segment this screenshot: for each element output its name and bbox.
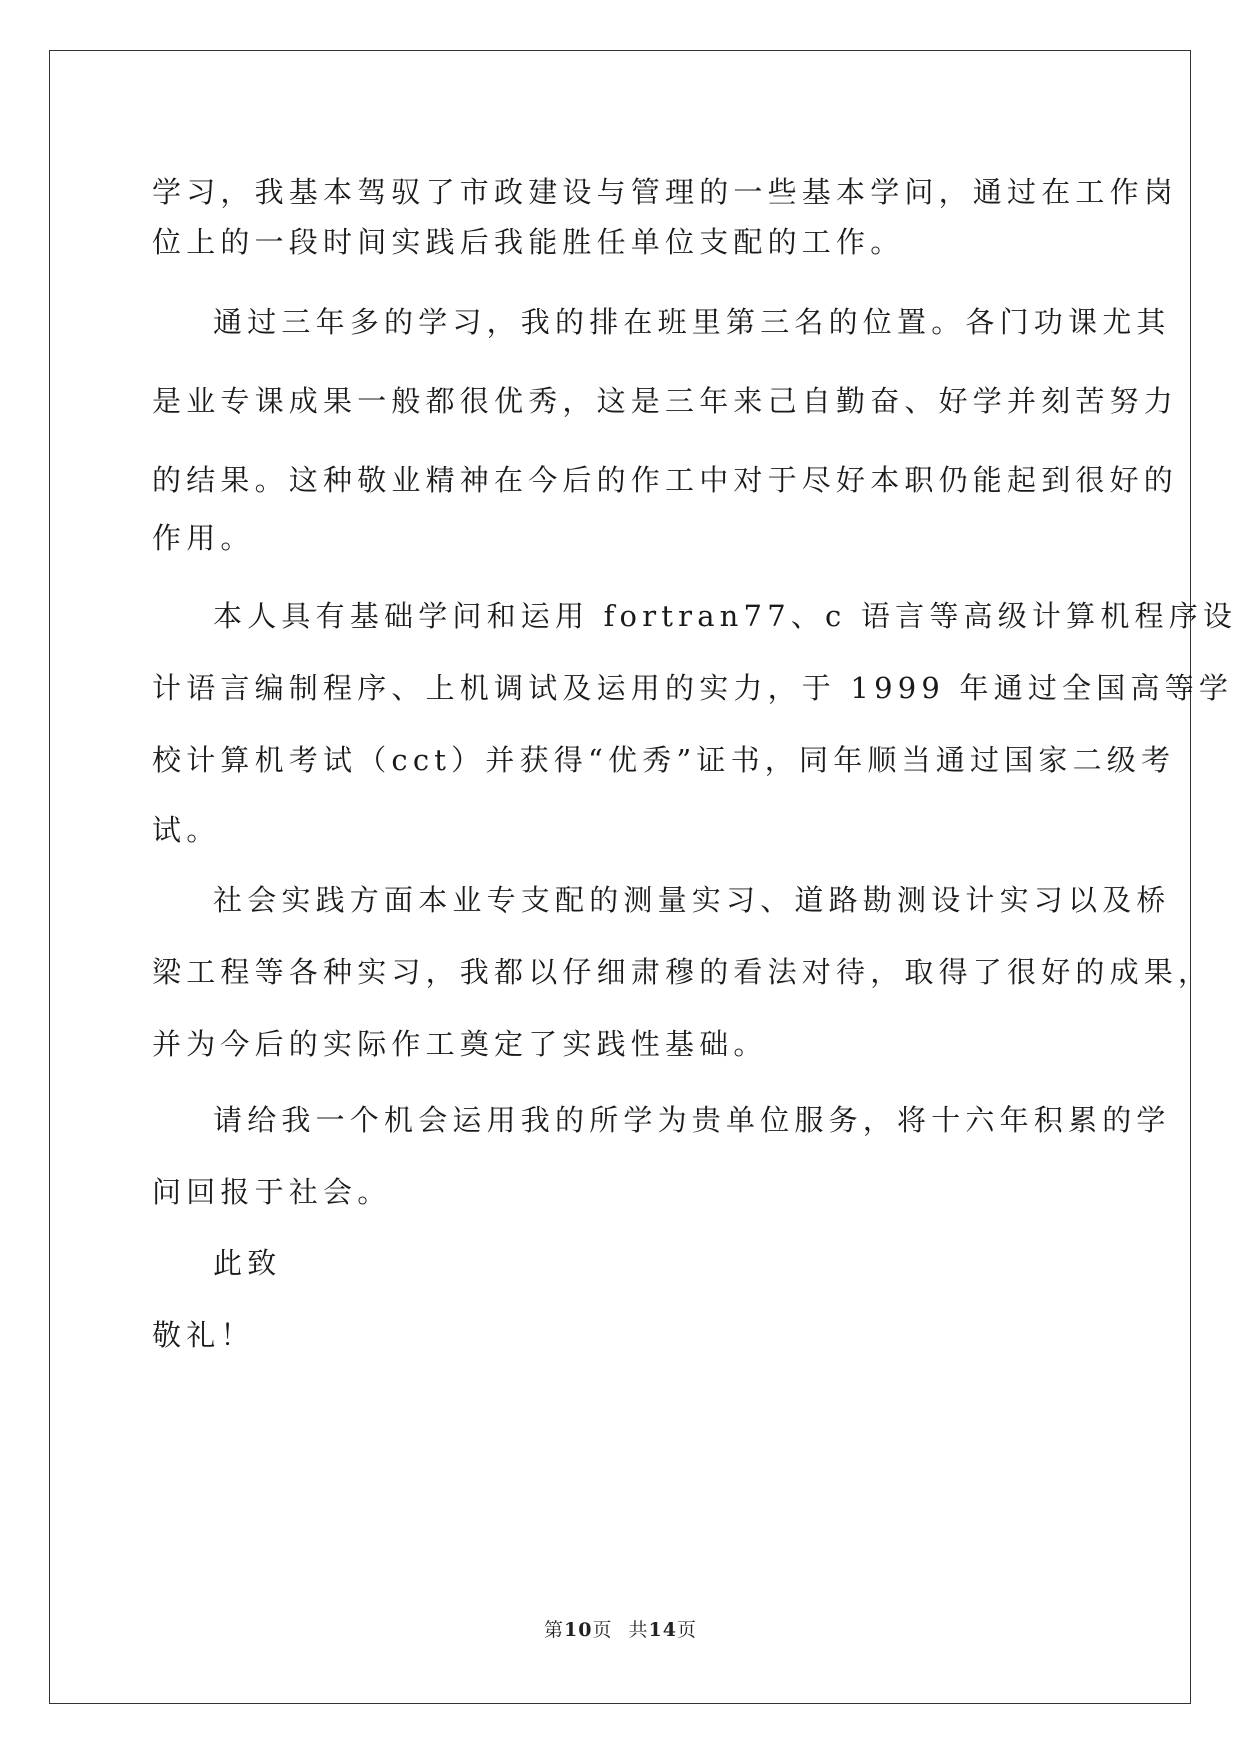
footer-total-suffix: 页 xyxy=(676,1619,697,1641)
paragraph-start-line: 通过三年多的学习，我的排在班里第三名的位置。各门功课尤其 xyxy=(213,305,1171,339)
footer-page-total: 14 xyxy=(648,1619,677,1641)
footer-total-prefix: 共 xyxy=(628,1619,649,1641)
body-line: 并为今后的实际作工奠定了实践性基础。 xyxy=(152,1027,768,1061)
paragraph-start-line: 本人具有基础学问和运用 fortran77、c 语言等高级计算机程序设 xyxy=(213,599,1238,633)
body-line: 计语言编制程序、上机调试及运用的实力，于 1999 年通过全国高等学 xyxy=(152,671,1234,705)
body-line: 问回报于社会。 xyxy=(152,1175,392,1209)
footer-page-current: 10 xyxy=(564,1619,593,1641)
paragraph-start-line: 社会实践方面本业专支配的测量实习、道路勘测设计实习以及桥 xyxy=(213,883,1171,917)
body-line: 的结果。这种敬业精神在今后的作工中对于尽好本职仍能起到很好的 xyxy=(152,463,1179,497)
body-line-2: 位上的一段时间实践后我能胜任单位支配的工作。 xyxy=(152,225,905,259)
body-line-1: 学习，我基本驾驭了市政建设与管理的一些基本学问，通过在工作岗 xyxy=(152,175,1179,209)
page-border xyxy=(49,50,1191,1704)
body-line: 作用。 xyxy=(152,521,255,555)
body-line: 梁工程等各种实习，我都以仔细肃穆的看法对待，取得了很好的成果， xyxy=(152,955,1213,989)
body-line: 试。 xyxy=(152,813,221,847)
page-footer xyxy=(0,1618,1241,1642)
paragraph-start-line: 请给我一个机会运用我的所学为贵单位服务，将十六年积累的学 xyxy=(213,1103,1171,1137)
footer-page-prefix: 第 xyxy=(544,1619,565,1641)
body-line: 校计算机考试（cct）并获得“优秀”证书，同年顺当通过国家二级考 xyxy=(152,743,1176,777)
closing-salutation: 此致 xyxy=(213,1246,282,1280)
closing-regards: 敬礼！ xyxy=(152,1318,255,1352)
footer-page-suffix: 页 xyxy=(592,1619,613,1641)
body-line: 是业专课成果一般都很优秀，这是三年来己自勤奋、好学并刻苦努力 xyxy=(152,384,1179,418)
